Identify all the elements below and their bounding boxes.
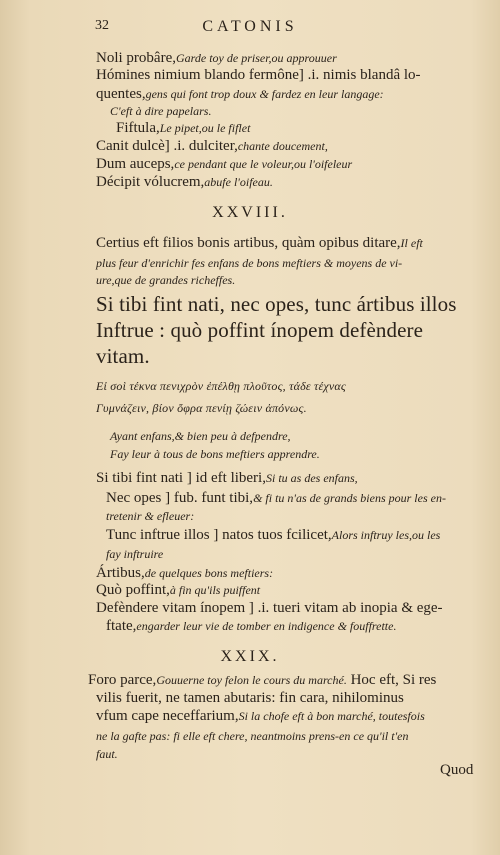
text-line	[96, 600, 443, 616]
text-line	[96, 235, 423, 251]
italic-gloss: & fi tu n'as de grands biens pour les en-	[253, 491, 446, 505]
italic-gloss: plus feur d'enrichir fes enfans de bons meftiers & moyens de vi-	[96, 256, 403, 270]
italic-gloss: ce pendant que le voleur,ou l'oifeleur	[174, 157, 353, 171]
italic-gloss: Si tu as des enfans,	[265, 471, 358, 485]
roman-text: Tunc inftrue illos ] natos tuos fcilicet,	[106, 527, 332, 543]
text-line	[106, 490, 446, 506]
greek-line: Γυμνάζειν, βίον ὄφρα πενίῃ ζώειν ἀπόνως.	[96, 401, 307, 415]
catchword: Quod	[440, 762, 474, 778]
french-verse-line: Fay leur à tous de bons meftiers apprendre.	[110, 447, 320, 461]
text-line	[116, 120, 250, 136]
french-verse-line: Ayant enfans,& bien peu à defpendre,	[110, 429, 291, 443]
italic-gloss: Si la chofe eft à bon marché, toutesfois	[238, 709, 425, 723]
italic-gloss: de quelques bons meftiers:	[144, 566, 274, 580]
italic-gloss: engarder leur vie de tomber en indigence & fouffrette.	[136, 619, 397, 633]
text-line	[96, 690, 404, 706]
roman-text: Noli probâre,	[96, 50, 176, 66]
roman-text: Hómines nimium blando fermône] .i. nimis blandâ lo-	[96, 67, 421, 83]
text-line	[96, 582, 260, 598]
italic-gloss: ure,que de grandes richeffes.	[96, 273, 236, 287]
text-line	[96, 67, 421, 83]
italic-gloss: à fin qu'ils puiffent	[169, 583, 261, 597]
text-line	[96, 138, 328, 154]
distich-line: vitam.	[96, 344, 150, 368]
roman-text: Foro parce,	[88, 672, 157, 688]
text-line	[96, 174, 273, 190]
text-line	[96, 50, 337, 66]
text-line	[106, 618, 396, 634]
text-line	[96, 156, 352, 172]
roman-text: Dum auceps,	[96, 156, 175, 172]
italic-gloss: Garde toy de priser,ou approuuer	[175, 51, 337, 65]
italic-gloss: fay inftruire	[106, 547, 164, 561]
italic-gloss: gens qui font trop doux & fardez en leur langage:	[145, 87, 384, 101]
text-line	[96, 728, 409, 744]
page-title: CATONIS	[202, 18, 298, 35]
text-line	[96, 272, 235, 288]
italic-gloss: ne la gafte pas: fi elle eft chere, neantmoins prens-en ce qu'il t'en	[96, 729, 409, 743]
text-line	[96, 708, 425, 724]
italic-gloss: faut.	[96, 747, 118, 761]
roman-text: vilis fuerit, ne tamen abutaris: fin cara, nihilominus	[96, 690, 404, 706]
text-line	[96, 746, 118, 762]
italic-gloss: C'eft à dire papelars.	[110, 104, 212, 118]
section-heading: XXVIII.	[212, 204, 288, 221]
text-line	[96, 565, 273, 581]
roman-text: Hoc eft, Si res	[346, 672, 437, 688]
italic-gloss: chante doucement,	[237, 139, 328, 153]
text-line	[106, 508, 194, 524]
roman-text: Canit dulcè] .i. dulciter,	[96, 138, 238, 154]
roman-text: Nec opes ] fub. funt tibi,	[106, 490, 254, 506]
roman-text: Fiftula,	[116, 120, 160, 136]
text-line	[106, 527, 440, 543]
italic-gloss: Le pipet,ou le fiflet	[159, 121, 251, 135]
roman-text: ftate,	[106, 618, 137, 634]
text-line	[106, 546, 163, 562]
distich-line: Si tibi fint nati, nec opes, tunc ártibus illos	[96, 292, 457, 316]
text-line	[96, 86, 384, 102]
roman-text: Certius eft filios bonis artibus, quàm opibus ditare,	[96, 235, 401, 251]
page-number: 32	[95, 18, 109, 33]
text-line	[96, 255, 402, 271]
italic-gloss: Gouuerne toy felon le cours du marché.	[156, 673, 347, 687]
roman-text: Quò poffint,	[96, 582, 170, 598]
running-head	[0, 18, 500, 38]
roman-text: vfum cape neceffarium,	[96, 708, 239, 724]
section-heading: XXIX.	[220, 648, 280, 665]
roman-text: Décipit vólucrem,	[96, 174, 205, 190]
distich-line: Inftrue : quò poffint ínopem defèndere	[96, 318, 424, 342]
roman-text: quentes,	[96, 86, 146, 102]
italic-gloss: abufe l'oifeau.	[204, 175, 273, 189]
greek-line: Εἰ σοὶ τέκνα πενιχρὸν ἐπέλθῃ πλοῦτος, τάδε τέχνας	[96, 379, 346, 393]
text-line	[96, 470, 358, 486]
italic-gloss: tretenir & efleuer:	[106, 509, 195, 523]
text-line	[110, 103, 211, 119]
roman-text: Defèndere vitam ínopem ] .i. tueri vitam ab inopia & ege-	[96, 600, 443, 616]
text-line	[88, 672, 436, 688]
italic-gloss: Alors inftruy les,ou les	[331, 528, 441, 542]
roman-text: Si tibi fint nati ] id eft liberi,	[96, 470, 266, 486]
italic-gloss: Il eft	[400, 236, 423, 250]
roman-text: Ártibus,	[96, 565, 145, 581]
